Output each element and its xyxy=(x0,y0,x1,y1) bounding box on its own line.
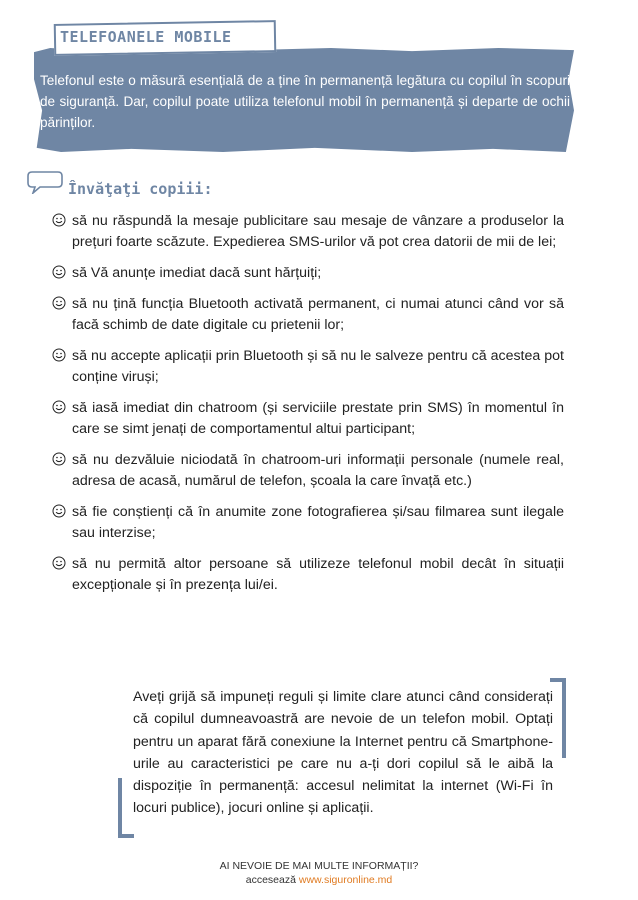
list-item xyxy=(52,211,564,253)
smiley-icon xyxy=(52,452,66,466)
list-item xyxy=(52,554,564,596)
list-item xyxy=(52,294,564,336)
footer-link-line xyxy=(0,874,638,886)
list-item-text: să fie conștienți că în anumite zone fotografierea și/sau filmarea sunt ilegale sau interzise; xyxy=(72,504,564,541)
footer-prefix: accesează xyxy=(245,874,296,886)
smiley-icon xyxy=(52,400,66,414)
list-item xyxy=(52,450,564,492)
note-bracket-bottom-left xyxy=(118,778,134,838)
advice-list xyxy=(52,211,564,606)
list-item-text: să nu accepte aplicații prin Bluetooth și să nu le salveze pentru că acestea pot conține viruși; xyxy=(72,348,564,385)
list-item xyxy=(52,263,564,284)
smiley-icon xyxy=(52,213,66,227)
list-item xyxy=(52,346,564,388)
speech-bubble-icon xyxy=(26,170,64,194)
list-item xyxy=(52,398,564,440)
page-title: TELEFOANELE MOBILE xyxy=(60,28,232,46)
smiley-icon xyxy=(52,504,66,518)
list-item xyxy=(52,502,564,544)
smiley-icon xyxy=(52,265,66,279)
smiley-icon xyxy=(52,296,66,310)
intro-text: Telefonul este o măsură esențială de a ține în permanență legătura cu copilul în scopuri de siguranță. Dar, copilul poate utiliza telefonul mobil în permanență și departe de ochii părinților. xyxy=(40,73,570,130)
smiley-icon xyxy=(52,556,66,570)
website-link[interactable]: www.siguronline.md xyxy=(298,874,393,886)
smiley-icon xyxy=(52,348,66,362)
list-item-text: să nu țină funcția Bluetooth activată permanent, ci numai atunci când vor să facă schimb de date digitale cu prietenii lor; xyxy=(72,296,564,333)
parent-note: Aveți grijă să impuneți reguli și limite clare atunci când considerați că copilul dumneavoastră are nevoie de un telefon mobil. Optați pentru un aparat fără conexiune la Internet pentru că Smartphone-urile au caracteristici pe care nu a-ți dori copilul să le aibă la dispoziție în permanență: accesul nelimitat la internet (Wi-Fi în locuri publice), jocuri online și aplicații. xyxy=(133,689,553,817)
list-item-text: să nu permită altor persoane să utilizeze telefonul mobil decât în situații excepționale și în prezența lui/ei. xyxy=(72,556,564,593)
list-item-text: să nu răspundă la mesaje publicitare sau mesaje de vânzare a produselor la prețuri foarte scăzute. Expedierea SMS-urilor vă pot crea datorii de mii de lei; xyxy=(72,213,564,250)
list-item-text: să nu dezvăluie niciodată în chatroom-uri informații personale (numele real, adresa de acasă, numărul de telefon, școala la care învață etc.) xyxy=(72,452,564,489)
list-item-text: să iasă imediat din chatroom (și serviciile prestate prin SMS) în momentul în care se simt jenați de comportamentul altui participant; xyxy=(72,400,564,437)
list-item-text: să Vă anunțe imediat dacă sunt hărțuiți; xyxy=(72,265,322,281)
footer-question: AI NEVOIE DE MAI MULTE INFORMAȚII? xyxy=(219,860,419,872)
section-subtitle: Învăţaţi copiii: xyxy=(68,180,213,198)
